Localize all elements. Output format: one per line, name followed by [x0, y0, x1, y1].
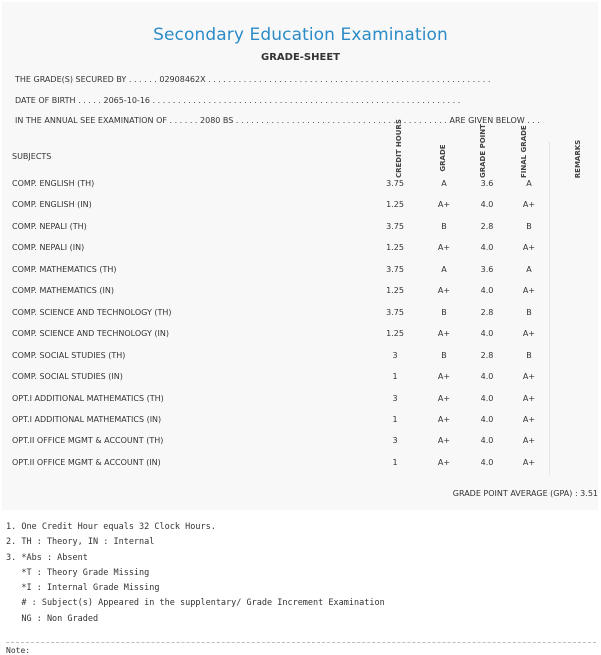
grade-point-cell: 4.0	[480, 372, 494, 382]
subject-cell: OPT.II OFFICE MGMT & ACCOUNT (TH)	[12, 436, 164, 446]
sheet-title: GRADE-SHEET	[261, 52, 340, 63]
dob-value: 2065-10-16	[103, 96, 150, 105]
dob-line	[15, 96, 460, 105]
final-grade-cell: A+	[522, 436, 536, 446]
table-row	[0, 237, 600, 258]
subject-cell: COMP. SOCIAL STUDIES (IN)	[12, 372, 123, 382]
subject-cell: COMP. SOCIAL STUDIES (TH)	[12, 350, 126, 360]
credit-hours-cell: 3.75	[386, 221, 404, 231]
grade-cell: A+	[437, 200, 451, 210]
final-grade-cell: B	[526, 221, 532, 231]
grade-point-cell: 4.0	[480, 329, 494, 339]
grade-point-cell: 3.6	[480, 264, 494, 274]
credit-hours-cell: 1	[392, 414, 398, 424]
subjects-header: SUBJECTS	[12, 152, 52, 161]
grade-cell: A+	[437, 414, 451, 424]
final-grade-cell: A+	[522, 329, 536, 339]
symbol-number: 02908462X	[159, 75, 206, 84]
grade-cell: A+	[437, 393, 451, 403]
grade-point-cell: 4.0	[480, 436, 494, 446]
table-row	[0, 388, 600, 409]
table-row	[0, 173, 600, 194]
subject-cell: COMP. MATHEMATICS (TH)	[12, 264, 117, 274]
notes-list	[6, 522, 385, 629]
subject-cell: COMP. SCIENCE AND TECHNOLOGY (TH)	[12, 307, 172, 317]
note-item: 3. *Abs : Absent	[6, 552, 88, 563]
credit-hours-cell: 3	[392, 436, 398, 446]
table-row	[0, 216, 600, 237]
credit-hours-cell: 3.75	[386, 179, 404, 188]
grade-point-cell: 4.0	[480, 457, 494, 467]
dob-label: DATE OF BIRTH . . . . .	[15, 96, 101, 105]
exam-year: 2080 BS	[200, 116, 234, 125]
grade-cell: B	[441, 307, 447, 317]
credit-hours-cell: 1.25	[386, 200, 404, 210]
credit-hours-cell: 1.25	[386, 286, 404, 296]
subject-cell: COMP. NEPALI (IN)	[12, 243, 85, 253]
final-grade-cell: B	[526, 307, 532, 317]
final-grade-cell: A	[526, 264, 532, 274]
note-item: # : Subject(s) Appeared in the supplentary/ Grade Increment Examination	[6, 598, 385, 609]
grade-point-cell: 2.8	[480, 350, 494, 360]
credit-hours-cell: 3.75	[386, 264, 404, 274]
grade-point-cell: 4.0	[480, 243, 494, 253]
grade-header: GRADE	[439, 144, 447, 172]
table-row	[0, 302, 600, 323]
note-item: NG : Non Graded	[6, 613, 99, 624]
exam-line	[15, 116, 540, 125]
remarks-header: REMARKS	[574, 139, 582, 179]
grade-cell: A+	[437, 286, 451, 296]
exam-label: IN THE ANNUAL SEE EXAMINATION OF . . . . . .	[15, 116, 198, 125]
dashed-divider	[6, 642, 596, 643]
credit-hours-cell: 1	[392, 457, 398, 467]
dob-dots: . . . . . . . . . . . . . . . . . . . . . . . . . . . . . . . . . . . . . . . . . . . . . . . . . . . . . . . . . . . . .	[152, 96, 461, 105]
note-item: 2. TH : Theory, IN : Internal	[6, 537, 155, 548]
table-row	[0, 409, 600, 430]
final-grade-cell: A+	[522, 286, 536, 296]
secured-by-label: THE GRADE(S) SECURED BY . . . . . .	[15, 75, 157, 84]
table-row	[0, 452, 600, 473]
grade-point-cell: 2.8	[480, 221, 494, 231]
table-row	[0, 345, 600, 366]
final-grade-cell: A	[526, 179, 532, 188]
grade-cell: A+	[437, 436, 451, 446]
table-row	[0, 194, 600, 215]
final-grade-cell: B	[526, 350, 532, 360]
subject-cell: OPT.II OFFICE MGMT & ACCOUNT (IN)	[12, 457, 161, 467]
grade-point-cell: 4.0	[480, 200, 494, 210]
grade-point-header: GRADE POINT	[479, 124, 487, 178]
grade-point-cell: 2.8	[480, 307, 494, 317]
credit-hours-cell: 3	[392, 393, 398, 403]
grade-cell: A+	[437, 372, 451, 382]
final-grade-cell: A+	[522, 457, 536, 467]
grade-cell: A+	[437, 457, 451, 467]
note-item: *T : Theory Grade Missing	[6, 567, 150, 578]
grade-cell: A	[441, 179, 447, 188]
exam-title: Secondary Education Examination	[153, 25, 448, 45]
grade-cell: A	[441, 264, 447, 274]
note-item: 1. One Credit Hour equals 32 Clock Hours.	[6, 522, 216, 532]
table-row	[0, 259, 600, 280]
table-row	[0, 280, 600, 301]
grade-cell: B	[441, 350, 447, 360]
credit-hours-cell: 1	[392, 372, 398, 382]
subject-cell: COMP. ENGLISH (TH)	[12, 179, 95, 188]
exam-dots: . . . . . . . . . . . . . . . . . . . . . . . . . . . . . . . . . . . . . . . . . . ARE GIVEN BELOW . . .	[235, 116, 540, 125]
grade-point-cell: 4.0	[480, 414, 494, 424]
subject-cell: COMP. SCIENCE AND TECHNOLOGY (IN)	[12, 329, 169, 339]
table-row	[0, 323, 600, 344]
grade-cell: B	[441, 221, 447, 231]
note-item: *I : Internal Grade Missing	[6, 583, 160, 594]
secured-by-line	[15, 75, 490, 84]
note-label: Note:	[6, 646, 31, 655]
table-row	[0, 430, 600, 451]
grade-point-cell: 4.0	[480, 286, 494, 296]
table-row	[0, 366, 600, 387]
final-grade-header: FINAL GRADE	[520, 125, 528, 178]
credit-hours-cell: 1.25	[386, 243, 404, 253]
subject-cell: COMP. MATHEMATICS (IN)	[12, 286, 114, 296]
final-grade-cell: A+	[522, 200, 536, 210]
final-grade-cell: A+	[522, 372, 536, 382]
grade-point-cell: 3.6	[480, 179, 494, 188]
secured-by-dots: . . . . . . . . . . . . . . . . . . . . . . . . . . . . . . . . . . . . . . . . . . . . . . . . . . . . . . . .	[208, 75, 491, 84]
credit-hours-cell: 3.75	[386, 307, 404, 317]
final-grade-cell: A+	[522, 414, 536, 424]
final-grade-cell: A+	[522, 243, 536, 253]
subject-cell: OPT.I ADDITIONAL MATHEMATICS (TH)	[12, 393, 164, 403]
grade-cell: A+	[437, 243, 451, 253]
credit-hours-cell: 1.25	[386, 329, 404, 339]
subject-cell: COMP. ENGLISH (IN)	[12, 200, 92, 210]
subject-cell: OPT.I ADDITIONAL MATHEMATICS (IN)	[12, 414, 162, 424]
subject-cell: COMP. NEPALI (TH)	[12, 221, 87, 231]
grade-point-cell: 4.0	[480, 393, 494, 403]
gpa-text: GRADE POINT AVERAGE (GPA) : 3.51	[452, 489, 598, 498]
grade-cell: A+	[437, 329, 451, 339]
credit-hours-cell: 3	[392, 350, 398, 360]
final-grade-cell: A+	[522, 393, 536, 403]
credit-hours-header: CREDIT HOURS	[395, 119, 403, 178]
